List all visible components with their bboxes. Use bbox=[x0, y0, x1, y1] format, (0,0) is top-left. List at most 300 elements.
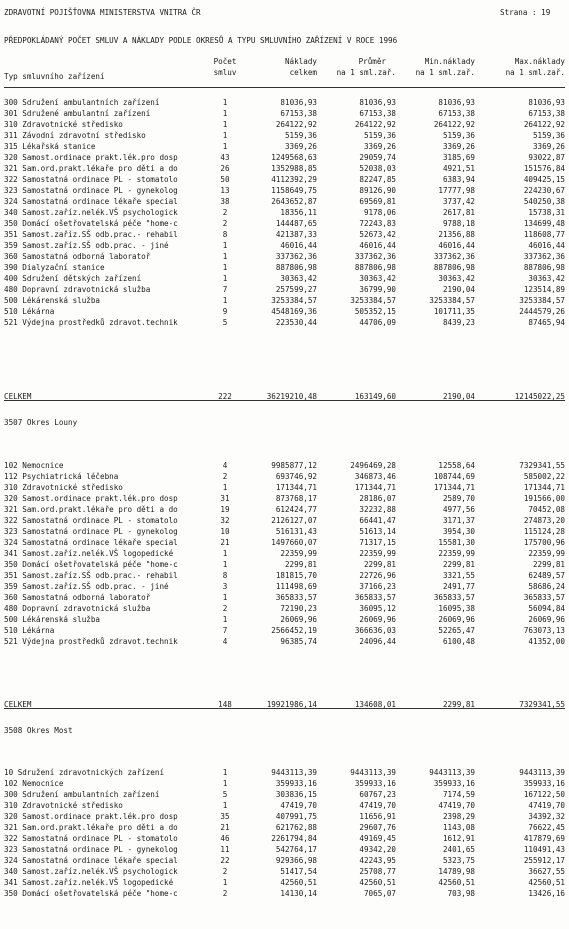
row-average: 32232,88 bbox=[359, 505, 396, 514]
row-minimum: 22359,99 bbox=[438, 549, 475, 558]
row-type: 320 Samost.ordinace prakt.lék.pro dosp bbox=[4, 812, 178, 821]
row-average: 36095,12 bbox=[359, 604, 396, 613]
row-count: 1 bbox=[222, 768, 228, 777]
table-row bbox=[0, 559, 569, 570]
organization-name: ZDRAVOTNÍ POJIŠŤOVNA MINISTERSTVA VNITRA ČR bbox=[4, 8, 201, 17]
row-count: 1 bbox=[222, 109, 228, 118]
row-type: 341 Samost.zaříz.nelék.VŠ logopedické bbox=[4, 878, 174, 887]
row-type: 324 Samostatná ordinace lékaře special bbox=[4, 197, 178, 206]
row-count: 1 bbox=[222, 131, 228, 140]
row-average: 22726,96 bbox=[359, 571, 396, 580]
row-cost: 72190,23 bbox=[280, 604, 317, 613]
row-cost: 42560,51 bbox=[280, 878, 317, 887]
row-maximum: 5159,36 bbox=[532, 131, 565, 140]
table-row bbox=[0, 218, 569, 229]
row-average: 82247,85 bbox=[359, 175, 396, 184]
row-cost: 421387,33 bbox=[275, 230, 317, 239]
row-average: 171344,71 bbox=[354, 483, 396, 492]
row-minimum: 14789,98 bbox=[438, 867, 475, 876]
district-title: 3508 Okres Most bbox=[4, 726, 73, 735]
row-type: 521 Výdejna prostředků zdravot.technik bbox=[4, 637, 178, 646]
row-cost: 359933,16 bbox=[275, 779, 317, 788]
row-minimum: 6100,48 bbox=[442, 637, 475, 646]
row-maximum: 47419,70 bbox=[528, 801, 565, 810]
row-count: 5 bbox=[222, 790, 228, 799]
row-count: 2 bbox=[222, 472, 228, 481]
row-cost: 22359,99 bbox=[280, 549, 317, 558]
row-count: 43 bbox=[220, 153, 230, 162]
row-minimum: 5323,75 bbox=[442, 856, 475, 865]
row-type: 350 Domácí ošetřovatelská péče "home-c bbox=[4, 889, 178, 898]
row-average: 52673,42 bbox=[359, 230, 396, 239]
row-type: 341 Samost.zaříz.nelék.VŠ logopedické bbox=[4, 549, 174, 558]
row-type: 359 Samost.zaříz.SŠ odb.prac. - jiné bbox=[4, 582, 169, 591]
table-row bbox=[0, 108, 569, 119]
row-average: 29607,76 bbox=[359, 823, 396, 832]
col-avg-label-1: Průměr bbox=[358, 57, 386, 66]
row-minimum: 3253384,57 bbox=[429, 296, 475, 305]
row-minimum: 46016,44 bbox=[438, 241, 475, 250]
row-average: 71317,15 bbox=[359, 538, 396, 547]
row-minimum: 365833,57 bbox=[433, 593, 475, 602]
col-cost-label-1: Náklady bbox=[284, 57, 317, 66]
table-row bbox=[0, 306, 569, 317]
row-count: 1 bbox=[222, 483, 228, 492]
table-row bbox=[0, 504, 569, 515]
row-type: 300 Sdružení ambulantních zařízení bbox=[4, 790, 160, 799]
table-row bbox=[0, 800, 569, 811]
row-maximum: 2444579,26 bbox=[519, 307, 565, 316]
row-maximum: 585002,22 bbox=[523, 472, 565, 481]
row-average: 52038,03 bbox=[359, 164, 396, 173]
row-cost: 46016,44 bbox=[280, 241, 317, 250]
row-count: 10 bbox=[220, 527, 230, 536]
table-row bbox=[0, 811, 569, 822]
row-average: 359933,16 bbox=[354, 779, 396, 788]
row-count: 2 bbox=[222, 604, 228, 613]
table-row bbox=[0, 284, 569, 295]
table-row bbox=[0, 603, 569, 614]
row-count: 4 bbox=[222, 637, 228, 646]
row-cost: 264122,92 bbox=[275, 120, 317, 129]
row-minimum: 3171,37 bbox=[442, 516, 475, 525]
row-count: 2 bbox=[222, 889, 228, 898]
row-minimum: 2398,29 bbox=[442, 812, 475, 821]
row-count: 26 bbox=[220, 164, 230, 173]
row-type: 510 Lékárna bbox=[4, 626, 55, 635]
row-cost: 14130,14 bbox=[280, 889, 317, 898]
row-average: 9178,06 bbox=[363, 208, 396, 217]
table-row bbox=[0, 767, 569, 778]
col-min-label-2: na 1 sml.zař. bbox=[415, 68, 475, 77]
row-minimum: 8439,23 bbox=[442, 318, 475, 327]
row-minimum: 5159,36 bbox=[442, 131, 475, 140]
row-maximum: 417879,69 bbox=[523, 834, 565, 843]
row-average: 7065,07 bbox=[363, 889, 396, 898]
table-row bbox=[0, 482, 569, 493]
row-count: 1 bbox=[222, 252, 228, 261]
row-maximum: 171344,71 bbox=[523, 483, 565, 492]
total-minimum: 2190,04 bbox=[442, 392, 475, 401]
row-maximum: 2299,81 bbox=[532, 560, 565, 569]
row-cost: 929366,98 bbox=[275, 856, 317, 865]
row-count: 1 bbox=[222, 241, 228, 250]
row-type: 500 Lékárenská služba bbox=[4, 615, 101, 624]
row-average: 89126,90 bbox=[359, 186, 396, 195]
row-count: 7 bbox=[222, 626, 228, 635]
row-cost: 365833,57 bbox=[275, 593, 317, 602]
row-minimum: 9788,18 bbox=[442, 219, 475, 228]
row-average: 365833,57 bbox=[354, 593, 396, 602]
row-minimum: 1143,08 bbox=[442, 823, 475, 832]
row-type: 340 Samost.zaříz.nelék.VŠ psychologick bbox=[4, 208, 178, 217]
table-row bbox=[0, 822, 569, 833]
table-row bbox=[0, 262, 569, 273]
table-row bbox=[0, 163, 569, 174]
row-maximum: 110491,43 bbox=[523, 845, 565, 854]
total-average: 163149,60 bbox=[354, 392, 396, 401]
row-type: 323 Samostatná ordinace PL - gynekolog bbox=[4, 186, 178, 195]
row-type: 323 Samostatná ordinace PL - gynekolog bbox=[4, 527, 178, 536]
row-minimum: 3321,55 bbox=[442, 571, 475, 580]
row-cost: 693746,92 bbox=[275, 472, 317, 481]
table-row bbox=[0, 592, 569, 603]
table-row bbox=[0, 515, 569, 526]
row-maximum: 58686,24 bbox=[528, 582, 565, 591]
row-cost: 111498,69 bbox=[275, 582, 317, 591]
row-count: 2 bbox=[222, 208, 228, 217]
row-count: 1 bbox=[222, 593, 228, 602]
header-rule bbox=[4, 87, 565, 88]
row-type: 310 Zdravotnické středisko bbox=[4, 120, 123, 129]
row-maximum: 56094,84 bbox=[528, 604, 565, 613]
table-row bbox=[0, 251, 569, 262]
row-cost: 67153,38 bbox=[280, 109, 317, 118]
row-maximum: 30363,42 bbox=[528, 274, 565, 283]
row-count: 50 bbox=[220, 175, 230, 184]
table-row bbox=[0, 196, 569, 207]
row-count: 1 bbox=[222, 120, 228, 129]
row-minimum: 2299,81 bbox=[442, 560, 475, 569]
page-number: Strana : 19 bbox=[500, 8, 551, 17]
row-cost: 887806,98 bbox=[275, 263, 317, 272]
table-row bbox=[0, 526, 569, 537]
table-row bbox=[0, 295, 569, 306]
table-row bbox=[0, 614, 569, 625]
row-minimum: 52265,47 bbox=[438, 626, 475, 635]
row-average: 37166,23 bbox=[359, 582, 396, 591]
row-type: 322 Samostatná ordinace PL - stomatolo bbox=[4, 175, 178, 184]
table-row bbox=[0, 537, 569, 548]
row-maximum: 26069,96 bbox=[528, 615, 565, 624]
col-avg-label-2: na 1 sml.zař. bbox=[336, 68, 396, 77]
row-average: 51613,14 bbox=[359, 527, 396, 536]
row-count: 7 bbox=[222, 285, 228, 294]
table-row bbox=[0, 317, 569, 328]
row-type: 311 Závodní zdravotní středisko bbox=[4, 131, 146, 140]
row-cost: 516131,43 bbox=[275, 527, 317, 536]
row-average: 24096,44 bbox=[359, 637, 396, 646]
row-average: 30363,42 bbox=[359, 274, 396, 283]
table-row bbox=[0, 778, 569, 789]
row-maximum: 274873,20 bbox=[523, 516, 565, 525]
row-maximum: 123514,89 bbox=[523, 285, 565, 294]
row-count: 21 bbox=[220, 823, 230, 832]
row-cost: 18356,11 bbox=[280, 208, 317, 217]
row-cost: 5159,36 bbox=[284, 131, 317, 140]
row-cost: 181815,70 bbox=[275, 571, 317, 580]
row-maximum: 887806,98 bbox=[523, 263, 565, 272]
row-count: 1 bbox=[222, 779, 228, 788]
row-type: 320 Samost.ordinace prakt.lék.pro dosp bbox=[4, 153, 178, 162]
row-cost: 2643652,87 bbox=[271, 197, 317, 206]
row-type: 301 Sdružené ambulantní zařízení bbox=[4, 109, 151, 118]
row-minimum: 3369,26 bbox=[442, 142, 475, 151]
row-maximum: 22359,99 bbox=[528, 549, 565, 558]
row-minimum: 2401,65 bbox=[442, 845, 475, 854]
row-type: 323 Samostatná ordinace PL - gynekolog bbox=[4, 845, 178, 854]
total-minimum: 2299,81 bbox=[442, 700, 475, 709]
col-cost-label-2: celkem bbox=[289, 68, 317, 77]
table-row bbox=[0, 229, 569, 240]
row-type: 390 Dialyzační stanice bbox=[4, 263, 105, 272]
row-maximum: 70452,08 bbox=[528, 505, 565, 514]
row-type: 510 Lékárna bbox=[4, 307, 55, 316]
row-maximum: 62489,57 bbox=[528, 571, 565, 580]
row-count: 1 bbox=[222, 549, 228, 558]
row-cost: 873768,17 bbox=[275, 494, 317, 503]
row-average: 5159,36 bbox=[363, 131, 396, 140]
total-count: 148 bbox=[218, 700, 232, 709]
row-minimum: 30363,42 bbox=[438, 274, 475, 283]
table-row bbox=[0, 866, 569, 877]
row-maximum: 87465,94 bbox=[528, 318, 565, 327]
row-maximum: 34392,32 bbox=[528, 812, 565, 821]
row-minimum: 21356,88 bbox=[438, 230, 475, 239]
row-cost: 1352988,85 bbox=[271, 164, 317, 173]
col-max-label-1: Max.náklady bbox=[514, 57, 565, 66]
row-maximum: 81036,93 bbox=[528, 98, 565, 107]
total-average: 134608,01 bbox=[354, 700, 396, 709]
row-minimum: 81036,93 bbox=[438, 98, 475, 107]
row-cost: 257599,27 bbox=[275, 285, 317, 294]
row-type: 351 Samost.zaříz.SŠ odb.prac.- rehabil bbox=[4, 230, 178, 239]
row-minimum: 4921,51 bbox=[442, 164, 475, 173]
row-maximum: 264122,92 bbox=[523, 120, 565, 129]
row-type: 321 Sam.ord.prakt.lékaře pro děti a do bbox=[4, 505, 178, 514]
row-maximum: 134699,48 bbox=[523, 219, 565, 228]
row-average: 11656,91 bbox=[359, 812, 396, 821]
row-count: 1 bbox=[222, 142, 228, 151]
row-count: 38 bbox=[220, 197, 230, 206]
row-minimum: 703,98 bbox=[447, 889, 475, 898]
row-cost: 303836,15 bbox=[275, 790, 317, 799]
row-cost: 2566452,19 bbox=[271, 626, 317, 635]
row-minimum: 359933,16 bbox=[433, 779, 475, 788]
row-average: 28186,07 bbox=[359, 494, 396, 503]
row-maximum: 118608,77 bbox=[523, 230, 565, 239]
row-average: 66441,47 bbox=[359, 516, 396, 525]
row-type: 322 Samostatná ordinace PL - stomatolo bbox=[4, 834, 178, 843]
row-count: 1 bbox=[222, 878, 228, 887]
row-maximum: 41352,00 bbox=[528, 637, 565, 646]
row-average: 69569,81 bbox=[359, 197, 396, 206]
row-type: 351 Samost.zaříz.SŠ odb.prac.- rehabil bbox=[4, 571, 178, 580]
row-count: 1 bbox=[222, 274, 228, 283]
row-maximum: 9443113,39 bbox=[519, 768, 565, 777]
row-count: 1 bbox=[222, 263, 228, 272]
row-count: 1 bbox=[222, 560, 228, 569]
row-maximum: 763073,13 bbox=[523, 626, 565, 635]
table-row bbox=[0, 97, 569, 108]
row-count: 3 bbox=[222, 582, 228, 591]
row-count: 2 bbox=[222, 219, 228, 228]
row-maximum: 191566,00 bbox=[523, 494, 565, 503]
row-minimum: 67153,38 bbox=[438, 109, 475, 118]
total-label: CELKEM bbox=[4, 700, 32, 709]
row-count: 13 bbox=[220, 186, 230, 195]
row-minimum: 3954,30 bbox=[442, 527, 475, 536]
row-cost: 4112392,29 bbox=[271, 175, 317, 184]
row-type: 400 Sdružení dětských zařízení bbox=[4, 274, 142, 283]
table-row bbox=[0, 844, 569, 855]
row-type: 310 Zdravotnické středisko bbox=[4, 483, 123, 492]
total-maximum: 12145022,25 bbox=[514, 392, 565, 401]
row-minimum: 2491,77 bbox=[442, 582, 475, 591]
row-count: 1 bbox=[222, 98, 228, 107]
row-maximum: 7329341,55 bbox=[519, 461, 565, 470]
row-minimum: 101711,35 bbox=[433, 307, 475, 316]
row-maximum: 409425,15 bbox=[523, 175, 565, 184]
row-type: 360 Samostatná odborná laboratoř bbox=[4, 593, 151, 602]
row-count: 46 bbox=[220, 834, 230, 843]
row-count: 1 bbox=[222, 801, 228, 810]
row-type: 320 Samost.ordinace prakt.lék.pro dosp bbox=[4, 494, 178, 503]
row-maximum: 175700,96 bbox=[523, 538, 565, 547]
row-average: 25708,77 bbox=[359, 867, 396, 876]
row-cost: 621762,88 bbox=[275, 823, 317, 832]
district-title: 3507 Okres Louny bbox=[4, 418, 78, 427]
row-type: 321 Sam.ord.prakt.lékaře pro děti a do bbox=[4, 164, 178, 173]
row-maximum: 76622,45 bbox=[528, 823, 565, 832]
row-average: 337362,36 bbox=[354, 252, 396, 261]
row-minimum: 47419,70 bbox=[438, 801, 475, 810]
col-type-label: Typ smluvního zařízení bbox=[4, 72, 105, 81]
row-average: 505352,15 bbox=[354, 307, 396, 316]
row-minimum: 4977,56 bbox=[442, 505, 475, 514]
col-count-label-1: Počet bbox=[213, 57, 237, 66]
row-cost: 1249568,63 bbox=[271, 153, 317, 162]
row-type: 300 Sdružení ambulantních zařízení bbox=[4, 98, 160, 107]
row-maximum: 151576,84 bbox=[523, 164, 565, 173]
table-row bbox=[0, 207, 569, 218]
row-count: 35 bbox=[220, 812, 230, 821]
row-maximum: 15738,31 bbox=[528, 208, 565, 217]
row-maximum: 167122,50 bbox=[523, 790, 565, 799]
row-type: 359 Samost.zaříz.SŠ odb.prac. - jiné bbox=[4, 241, 169, 250]
col-min-label-1: Min.náklady bbox=[424, 57, 475, 66]
row-average: 36799,90 bbox=[359, 285, 396, 294]
table-row bbox=[0, 174, 569, 185]
row-average: 72243,83 bbox=[359, 219, 396, 228]
row-count: 8 bbox=[222, 230, 228, 239]
total-cost: 36219210,48 bbox=[266, 392, 317, 401]
row-maximum: 224230,67 bbox=[523, 186, 565, 195]
table-row bbox=[0, 888, 569, 899]
table-row bbox=[0, 273, 569, 284]
row-cost: 223530,44 bbox=[275, 318, 317, 327]
row-count: 22 bbox=[220, 856, 230, 865]
row-cost: 1497660,07 bbox=[271, 538, 317, 547]
row-maximum: 36627,55 bbox=[528, 867, 565, 876]
row-type: 102 Nemocnice bbox=[4, 779, 64, 788]
row-count: 31 bbox=[220, 494, 230, 503]
row-count: 21 bbox=[220, 538, 230, 547]
row-count: 11 bbox=[220, 845, 230, 854]
row-maximum: 67153,38 bbox=[528, 109, 565, 118]
row-average: 2299,81 bbox=[363, 560, 396, 569]
row-minimum: 108744,69 bbox=[433, 472, 475, 481]
row-maximum: 3253384,57 bbox=[519, 296, 565, 305]
row-type: 321 Sam.ord.prakt.lékaře pro děti a do bbox=[4, 823, 178, 832]
row-average: 9443113,39 bbox=[350, 768, 396, 777]
row-cost: 1158649,75 bbox=[271, 186, 317, 195]
row-type: 340 Samost.zaříz.nelék.VŠ psychologick bbox=[4, 867, 178, 876]
row-cost: 612424,77 bbox=[275, 505, 317, 514]
row-cost: 30363,42 bbox=[280, 274, 317, 283]
row-minimum: 42560,51 bbox=[438, 878, 475, 887]
row-cost: 144487,65 bbox=[275, 219, 317, 228]
row-average: 26069,96 bbox=[359, 615, 396, 624]
row-type: 500 Lékárenská služba bbox=[4, 296, 101, 305]
row-cost: 542764,17 bbox=[275, 845, 317, 854]
table-row bbox=[0, 130, 569, 141]
row-minimum: 2589,70 bbox=[442, 494, 475, 503]
row-average: 42560,51 bbox=[359, 878, 396, 887]
row-minimum: 3185,69 bbox=[442, 153, 475, 162]
row-cost: 3369,26 bbox=[284, 142, 317, 151]
row-average: 49169,45 bbox=[359, 834, 396, 843]
row-minimum: 6383,94 bbox=[442, 175, 475, 184]
row-type: 10 Sdružení zdravotnických zařízení bbox=[4, 768, 165, 777]
row-average: 44706,09 bbox=[359, 318, 396, 327]
row-average: 46016,44 bbox=[359, 241, 396, 250]
row-average: 81036,93 bbox=[359, 98, 396, 107]
row-average: 47419,70 bbox=[359, 801, 396, 810]
row-maximum: 365833,57 bbox=[523, 593, 565, 602]
report-title: PŘEDPOKLÁDANÝ POČET SMLUV A NÁKLADY PODLE OKRESŮ A TYPU SMLUVNÍHO ZAŘÍZENÍ V ROCE 1996 bbox=[4, 36, 398, 45]
row-minimum: 337362,36 bbox=[433, 252, 475, 261]
row-average: 42243,95 bbox=[359, 856, 396, 865]
row-cost: 81036,93 bbox=[280, 98, 317, 107]
total-cost: 19921986,14 bbox=[266, 700, 317, 709]
table-row bbox=[0, 460, 569, 471]
row-type: 324 Samostatná ordinace lékaře special bbox=[4, 856, 178, 865]
row-cost: 3253384,57 bbox=[271, 296, 317, 305]
table-row bbox=[0, 471, 569, 482]
row-maximum: 42560,51 bbox=[528, 878, 565, 887]
row-minimum: 264122,92 bbox=[433, 120, 475, 129]
row-average: 2496469,28 bbox=[350, 461, 396, 470]
row-count: 1 bbox=[222, 615, 228, 624]
row-cost: 9985877,12 bbox=[271, 461, 317, 470]
row-cost: 47419,70 bbox=[280, 801, 317, 810]
table-row bbox=[0, 185, 569, 196]
row-count: 19 bbox=[220, 505, 230, 514]
row-type: 521 Výdejna prostředků zdravot.technik bbox=[4, 318, 178, 327]
row-cost: 337362,36 bbox=[275, 252, 317, 261]
row-cost: 4548169,36 bbox=[271, 307, 317, 316]
